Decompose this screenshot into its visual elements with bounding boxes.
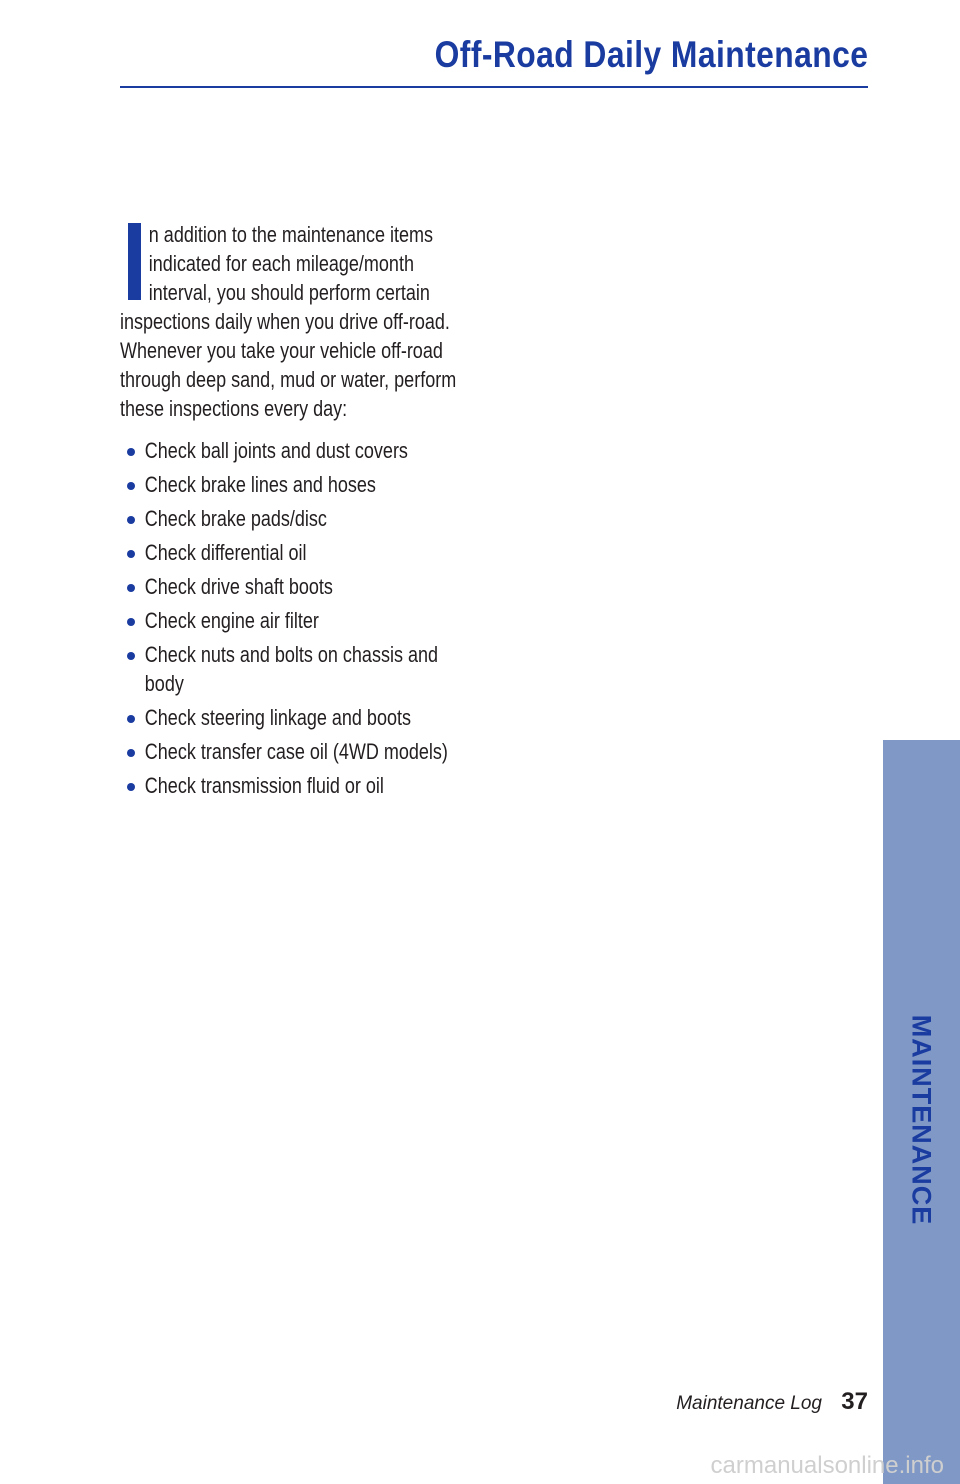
list-item-text: Check transmission fluid or oil bbox=[144, 773, 384, 798]
list-item bbox=[120, 737, 520, 766]
list-item-text: Check transfer case oil (4WD models) bbox=[144, 739, 448, 764]
main-content bbox=[120, 220, 520, 805]
intro-line: these inspections every day: bbox=[120, 396, 348, 421]
section-side-tab bbox=[883, 740, 960, 1484]
inspection-checklist bbox=[120, 436, 520, 800]
list-item-text: Check brake lines and hoses bbox=[144, 472, 376, 497]
list-item-text: body bbox=[144, 671, 184, 696]
list-item-text: Check engine air filter bbox=[144, 608, 319, 633]
list-item bbox=[120, 771, 520, 800]
page-number: 37 bbox=[841, 1388, 868, 1415]
page-title: Off-Road Daily Maintenance bbox=[434, 34, 868, 75]
list-item-text: Check brake pads/disc bbox=[144, 506, 327, 531]
list-item bbox=[120, 703, 520, 732]
intro-line: n addition to the maintenance items bbox=[148, 222, 433, 247]
intro-line: inspections daily when you drive off-road. bbox=[120, 309, 450, 334]
side-tab-label: MAINTENANCE bbox=[906, 1014, 937, 1226]
intro-line: interval, you should perform certain bbox=[148, 280, 430, 305]
title-divider bbox=[120, 86, 868, 88]
list-item bbox=[120, 572, 520, 601]
watermark: carmanualsonline.info bbox=[710, 1452, 944, 1479]
intro-line: through deep sand, mud or water, perform bbox=[120, 367, 457, 392]
list-item-text: Check drive shaft boots bbox=[144, 574, 333, 599]
list-item-text: Check ball joints and dust covers bbox=[144, 438, 408, 463]
list-item-text: Check steering linkage and boots bbox=[144, 705, 411, 730]
list-item bbox=[120, 640, 520, 698]
footer-section-name: Maintenance Log bbox=[676, 1393, 822, 1414]
intro-paragraph bbox=[120, 220, 520, 423]
list-item bbox=[120, 470, 520, 499]
list-item-text: Check differential oil bbox=[144, 540, 307, 565]
list-item bbox=[120, 538, 520, 567]
intro-line: indicated for each mileage/month bbox=[148, 251, 414, 276]
list-item-text: Check nuts and bolts on chassis and bbox=[144, 642, 438, 667]
intro-line: Whenever you take your vehicle off-road bbox=[120, 338, 443, 363]
list-item bbox=[120, 504, 520, 533]
list-item bbox=[120, 606, 520, 635]
list-item bbox=[120, 436, 520, 465]
